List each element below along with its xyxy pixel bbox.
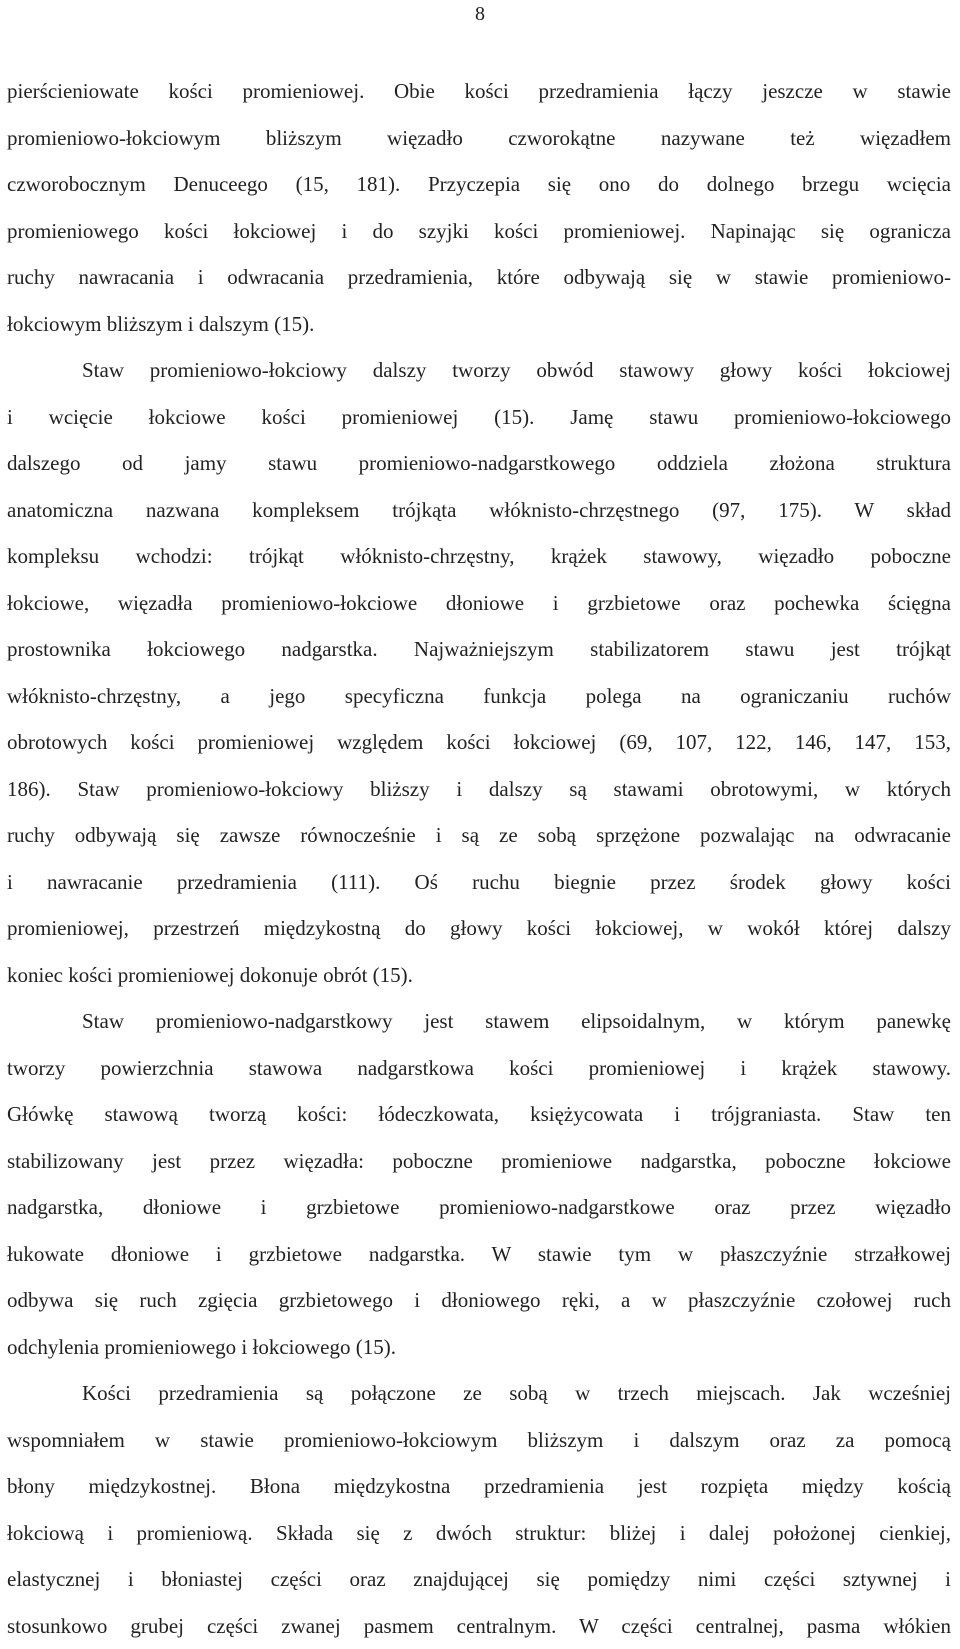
text-line: obrotowych kości promieniowej względem kości łokciowej (69, 107, 122, 146, 147, 153, — [7, 719, 951, 766]
page-number: 8 — [0, 2, 960, 26]
text-line: Główkę stawową tworzą kości: łódeczkowata, księżycowata i trójgraniasta. Staw ten — [7, 1091, 951, 1138]
text-line: włóknisto-chrzęstny, a jego specyficzna funkcja polega na ograniczaniu ruchów — [7, 673, 951, 720]
text-line: elastycznej i błoniastej części oraz znajdującej się pomiędzy nimi części sztywnej i — [7, 1556, 951, 1603]
paragraph — [7, 1370, 951, 1649]
text-line: tworzy powierzchnia stawowa nadgarstkowa kości promieniowej i krążek stawowy. — [7, 1045, 951, 1092]
text-line: prostownika łokciowego nadgarstka. Najważniejszym stabilizatorem stawu jest trójkąt — [7, 626, 951, 673]
text-line: łokciowe, więzadła promieniowo-łokciowe dłoniowe i grzbietowe oraz pochewka ścięgna — [7, 580, 951, 627]
text-line: stosunkowo grubej części zwanej pasmem centralnym. W części centralnej, pasma włókien — [7, 1603, 951, 1649]
text-line: koniec kości promieniowej dokonuje obrót (15). — [7, 952, 951, 999]
text-line: anatomiczna nazwana kompleksem trójkąta włóknisto-chrzęstnego (97, 175). W skład — [7, 487, 951, 534]
text-line: promieniowej, przestrzeń międzykostną do głowy kości łokciowej, w wokół której dalszy — [7, 905, 951, 952]
text-line: wspomniałem w stawie promieniowo-łokciowym bliższym i dalszym oraz za pomocą — [7, 1417, 951, 1464]
text-line: czworobocznym Denuceego (15, 181). Przyczepia się ono do dolnego brzegu wcięcia — [7, 161, 951, 208]
text-line: łokciowym bliższym i dalszym (15). — [7, 301, 951, 348]
text-line: stabilizowany jest przez więzadła: poboczne promieniowe nadgarstka, poboczne łokciowe — [7, 1138, 951, 1185]
text-line: łokciową i promieniową. Składa się z dwóch struktur: bliżej i dalej położonej cienkiej, — [7, 1510, 951, 1557]
text-line: łukowate dłoniowe i grzbietowe nadgarstka. W stawie tym w płaszczyźnie strzałkowej — [7, 1231, 951, 1278]
text-line: promieniowo-łokciowym bliższym więzadło czworokątne nazywane też więzadłem — [7, 115, 951, 162]
text-line: błony międzykostnej. Błona międzykostna przedramienia jest rozpięta między kością — [7, 1463, 951, 1510]
paragraph — [7, 68, 951, 347]
text-line: odchylenia promieniowego i łokciowego (15). — [7, 1324, 951, 1371]
text-line: kompleksu wchodzi: trójkąt włóknisto-chrzęstny, krążek stawowy, więzadło poboczne — [7, 533, 951, 580]
text-line: ruchy odbywają się zawsze równocześnie i są ze sobą sprzężone pozwalając na odwracanie — [7, 812, 951, 859]
text-line: pierścieniowate kości promieniowej. Obie kości przedramienia łączy jeszcze w stawie — [7, 68, 951, 115]
paragraph — [7, 998, 951, 1370]
text-line: Staw promieniowo-łokciowy dalszy tworzy obwód stawowy głowy kości łokciowej — [7, 347, 951, 394]
paragraph — [7, 347, 951, 998]
text-line: Kości przedramienia są połączone ze sobą w trzech miejscach. Jak wcześniej — [7, 1370, 951, 1417]
text-line: Staw promieniowo-nadgarstkowy jest stawem elipsoidalnym, w którym panewkę — [7, 998, 951, 1045]
text-line: promieniowego kości łokciowej i do szyjki kości promieniowej. Napinając się ogranicza — [7, 208, 951, 255]
text-line: i nawracanie przedramienia (111). Oś ruchu biegnie przez środek głowy kości — [7, 859, 951, 906]
document-body — [7, 68, 951, 1649]
text-line: i wcięcie łokciowe kości promieniowej (15). Jamę stawu promieniowo-łokciowego — [7, 394, 951, 441]
text-line: nadgarstka, dłoniowe i grzbietowe promieniowo-nadgarstkowe oraz przez więzadło — [7, 1184, 951, 1231]
text-line: odbywa się ruch zgięcia grzbietowego i dłoniowego ręki, a w płaszczyźnie czołowej ruch — [7, 1277, 951, 1324]
text-line: ruchy nawracania i odwracania przedramienia, które odbywają się w stawie promieniowo- — [7, 254, 951, 301]
text-line: 186). Staw promieniowo-łokciowy bliższy i dalszy są stawami obrotowymi, w których — [7, 766, 951, 813]
text-line: dalszego od jamy stawu promieniowo-nadgarstkowego oddziela złożona struktura — [7, 440, 951, 487]
